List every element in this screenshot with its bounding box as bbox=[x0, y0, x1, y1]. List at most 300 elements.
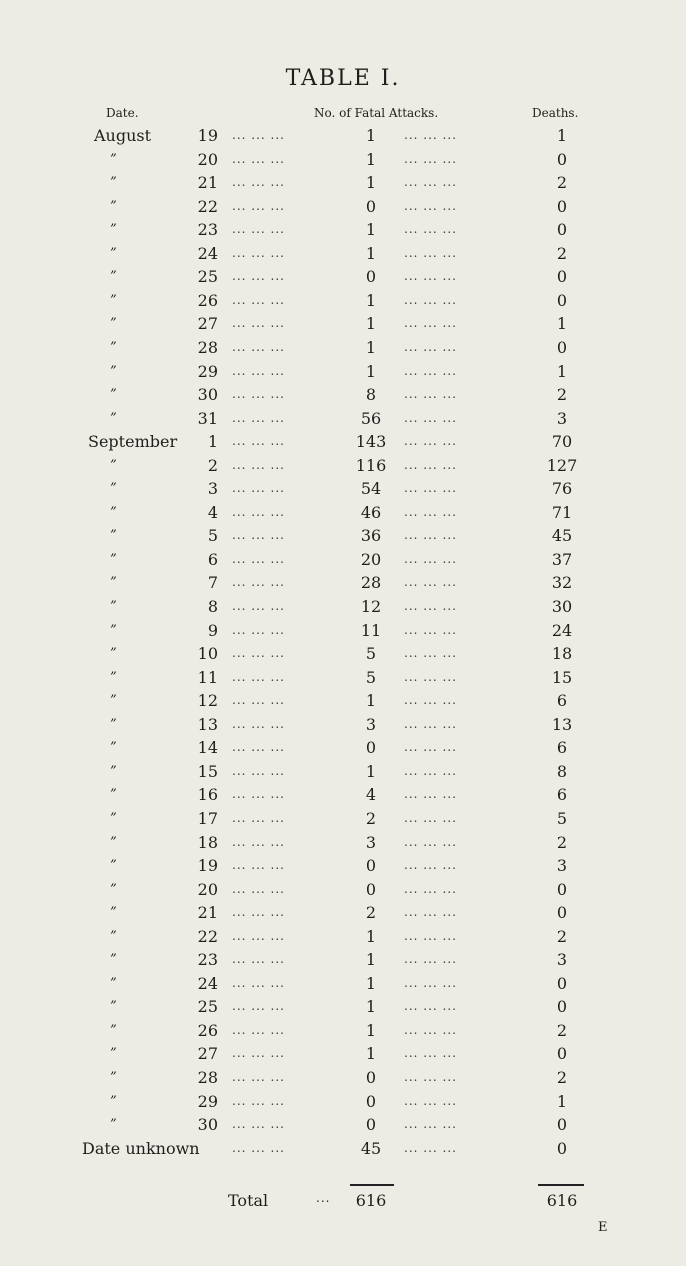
table-row bbox=[0, 383, 686, 407]
row-fatal-attacks: 0 bbox=[365, 1091, 377, 1111]
row-month: ” bbox=[110, 222, 117, 238]
row-deaths: 70 bbox=[551, 432, 573, 452]
table-row bbox=[0, 501, 686, 525]
row-deaths: 18 bbox=[551, 644, 573, 664]
row-day: 21 bbox=[197, 173, 218, 193]
row-fatal-attacks: 4 bbox=[365, 785, 377, 805]
row-deaths: 0 bbox=[556, 879, 568, 899]
row-leader-dots: ... ... ... bbox=[232, 151, 285, 166]
row-deaths: 1 bbox=[556, 126, 568, 145]
row-fatal-attacks: 116 bbox=[355, 455, 387, 475]
row-fatal-attacks: 5 bbox=[365, 667, 377, 687]
row-month: ” bbox=[110, 245, 117, 261]
header-deaths: Deaths. bbox=[532, 106, 579, 120]
row-leader-dots: ... ... ... bbox=[232, 1140, 285, 1155]
row-leader-dots: ... ... ... bbox=[232, 575, 285, 590]
row-leader-dots: ... ... ... bbox=[404, 905, 457, 920]
row-deaths: 2 bbox=[556, 926, 568, 946]
row-fatal-attacks: 11 bbox=[360, 620, 382, 640]
row-day: 20 bbox=[197, 879, 218, 899]
row-day: 1 bbox=[207, 432, 218, 452]
table-row bbox=[0, 336, 686, 360]
row-leader-dots: ... ... ... bbox=[404, 269, 457, 284]
row-fatal-attacks: 0 bbox=[365, 1068, 377, 1087]
row-day: 30 bbox=[197, 1115, 218, 1135]
row-leader-dots: ... ... ... bbox=[404, 669, 457, 684]
row-deaths: 2 bbox=[556, 385, 568, 405]
row-day: 18 bbox=[197, 832, 218, 852]
row-fatal-attacks: 0 bbox=[365, 1115, 377, 1135]
table-row bbox=[0, 878, 686, 902]
row-month: ” bbox=[110, 834, 117, 850]
table-row bbox=[0, 736, 686, 760]
row-leader-dots: ... ... ... bbox=[404, 551, 457, 566]
row-leader-dots: ... ... ... bbox=[232, 905, 285, 920]
table-row bbox=[0, 854, 686, 878]
row-month: ” bbox=[110, 693, 117, 709]
row-deaths: 5 bbox=[556, 808, 568, 828]
row-deaths: 45 bbox=[551, 526, 573, 546]
table-row bbox=[0, 312, 686, 336]
row-day: 5 bbox=[207, 526, 218, 546]
row-deaths: 1 bbox=[556, 314, 568, 334]
row-deaths: 2 bbox=[556, 243, 568, 263]
row-deaths: 0 bbox=[556, 1044, 568, 1064]
row-day: 28 bbox=[197, 1068, 218, 1087]
header-date: Date. bbox=[106, 106, 139, 120]
row-fatal-attacks: 1 bbox=[365, 173, 377, 193]
row-leader-dots: ... ... ... bbox=[232, 316, 285, 331]
row-leader-dots: ... ... ... bbox=[232, 198, 285, 213]
table-row bbox=[0, 1137, 686, 1161]
row-leader-dots: ... ... ... bbox=[404, 1046, 457, 1061]
row-deaths: 76 bbox=[551, 479, 573, 499]
row-fatal-attacks: 1 bbox=[365, 220, 377, 240]
row-month: ” bbox=[110, 1046, 117, 1062]
row-leader-dots: ... ... ... bbox=[404, 316, 457, 331]
row-leader-dots: ... ... ... bbox=[404, 881, 457, 896]
row-leader-dots: ... ... ... bbox=[404, 646, 457, 661]
row-fatal-attacks: 56 bbox=[360, 408, 382, 428]
row-fatal-attacks: 1 bbox=[365, 691, 377, 711]
total-deaths: 616 bbox=[546, 1191, 578, 1210]
row-month: ” bbox=[110, 905, 117, 921]
row-day: 22 bbox=[197, 926, 218, 946]
row-day: 26 bbox=[197, 1020, 218, 1040]
row-day: 7 bbox=[207, 573, 218, 593]
row-leader-dots: ... ... ... bbox=[232, 1093, 285, 1108]
row-leader-dots: ... ... ... bbox=[232, 339, 285, 354]
row-leader-dots: ... ... ... bbox=[404, 457, 457, 472]
row-fatal-attacks: 36 bbox=[360, 526, 382, 546]
table-row bbox=[0, 666, 686, 690]
row-fatal-attacks: 3 bbox=[365, 714, 377, 734]
row-deaths: 15 bbox=[551, 667, 573, 687]
table-row bbox=[0, 783, 686, 807]
row-leader-dots: ... ... ... bbox=[232, 410, 285, 425]
row-deaths: 6 bbox=[556, 738, 568, 758]
row-day: 11 bbox=[197, 667, 218, 687]
row-month: ” bbox=[110, 881, 117, 897]
table-row bbox=[0, 948, 686, 972]
row-fatal-attacks: 3 bbox=[365, 832, 377, 852]
total-label: Total bbox=[228, 1191, 269, 1210]
row-month: ” bbox=[110, 269, 117, 285]
row-month: ” bbox=[110, 504, 117, 520]
row-fatal-attacks: 46 bbox=[360, 502, 382, 522]
row-leader-dots: ... ... ... bbox=[232, 928, 285, 943]
row-month: ” bbox=[110, 1117, 117, 1133]
row-day: 16 bbox=[197, 785, 218, 805]
row-leader-dots: ... ... ... bbox=[232, 457, 285, 472]
row-day: 19 bbox=[197, 126, 218, 145]
table-row bbox=[0, 760, 686, 784]
table-row bbox=[0, 407, 686, 431]
row-day: 19 bbox=[197, 856, 218, 876]
total-rule-attacks bbox=[350, 1184, 394, 1186]
row-month: ” bbox=[110, 599, 117, 614]
row-month: ” bbox=[110, 669, 117, 685]
row-fatal-attacks: 1 bbox=[365, 1044, 377, 1064]
row-leader-dots: ... ... ... bbox=[232, 622, 285, 637]
row-day: 9 bbox=[207, 620, 218, 640]
row-fatal-attacks: 1 bbox=[365, 243, 377, 263]
row-leader-dots: ... ... ... bbox=[232, 669, 285, 684]
row-leader-dots: ... ... ... bbox=[404, 858, 457, 873]
total-leader: ... bbox=[316, 1191, 331, 1205]
row-month: ” bbox=[110, 339, 117, 355]
row-leader-dots: ... ... ... bbox=[404, 151, 457, 166]
row-deaths: 30 bbox=[551, 597, 573, 616]
row-deaths: 0 bbox=[556, 903, 568, 923]
table-row bbox=[0, 124, 686, 148]
row-day: 20 bbox=[197, 149, 218, 169]
row-leader-dots: ... ... ... bbox=[232, 1022, 285, 1037]
row-fatal-attacks: 1 bbox=[365, 997, 377, 1017]
row-leader-dots: ... ... ... bbox=[232, 716, 285, 731]
row-month: ” bbox=[110, 551, 117, 567]
row-leader-dots: ... ... ... bbox=[404, 198, 457, 213]
table-row bbox=[0, 171, 686, 195]
row-leader-dots: ... ... ... bbox=[232, 740, 285, 755]
row-leader-dots: ... ... ... bbox=[232, 292, 285, 307]
row-month: ” bbox=[110, 975, 117, 991]
row-month: ” bbox=[110, 810, 117, 826]
row-deaths: 6 bbox=[556, 785, 568, 805]
table-row bbox=[0, 1113, 686, 1137]
row-month: ” bbox=[110, 622, 117, 638]
row-leader-dots: ... ... ... bbox=[404, 740, 457, 755]
row-day: 14 bbox=[197, 738, 218, 758]
table-row bbox=[0, 289, 686, 313]
table-row bbox=[0, 995, 686, 1019]
row-month: ” bbox=[110, 1070, 117, 1085]
row-leader-dots: ... ... ... bbox=[404, 1070, 457, 1084]
row-fatal-attacks: 0 bbox=[365, 267, 377, 287]
row-day: 31 bbox=[197, 408, 218, 428]
row-deaths: 1 bbox=[556, 1091, 568, 1111]
row-fatal-attacks: 0 bbox=[365, 879, 377, 899]
row-deaths: 1 bbox=[556, 361, 568, 381]
table-row bbox=[0, 524, 686, 548]
row-fatal-attacks: 20 bbox=[360, 549, 382, 569]
row-leader-dots: ... ... ... bbox=[404, 504, 457, 519]
row-leader-dots: ... ... ... bbox=[404, 622, 457, 637]
row-day: 24 bbox=[197, 973, 218, 993]
row-deaths: 3 bbox=[556, 856, 568, 876]
row-month: September bbox=[88, 432, 178, 452]
row-deaths: 0 bbox=[556, 220, 568, 240]
table-row bbox=[0, 571, 686, 595]
table-row bbox=[0, 1019, 686, 1043]
total-rule-deaths bbox=[538, 1184, 584, 1186]
row-fatal-attacks: 1 bbox=[365, 149, 377, 169]
row-leader-dots: ... ... ... bbox=[232, 952, 285, 967]
row-deaths: 0 bbox=[556, 149, 568, 169]
row-month: Date unknown bbox=[82, 1138, 200, 1158]
row-deaths: 0 bbox=[556, 337, 568, 357]
row-leader-dots: ... ... ... bbox=[232, 528, 285, 543]
table-row bbox=[0, 430, 686, 454]
row-deaths: 37 bbox=[551, 549, 573, 569]
table-row bbox=[0, 360, 686, 384]
row-month: ” bbox=[110, 763, 117, 779]
row-month: ” bbox=[110, 740, 117, 756]
row-fatal-attacks: 8 bbox=[365, 385, 377, 405]
header-fatal-attacks: No. of Fatal Attacks. bbox=[314, 106, 439, 120]
row-month: ” bbox=[110, 787, 117, 803]
row-month: ” bbox=[110, 575, 117, 591]
row-day: 6 bbox=[207, 549, 218, 569]
row-leader-dots: ... ... ... bbox=[404, 363, 457, 378]
row-leader-dots: ... ... ... bbox=[232, 434, 285, 449]
row-day: 10 bbox=[197, 644, 218, 664]
row-leader-dots: ... ... ... bbox=[232, 387, 285, 402]
row-fatal-attacks: 143 bbox=[355, 432, 387, 452]
row-leader-dots: ... ... ... bbox=[232, 269, 285, 284]
row-leader-dots: ... ... ... bbox=[232, 1117, 285, 1132]
row-day: 21 bbox=[197, 903, 218, 923]
row-fatal-attacks: 12 bbox=[360, 597, 382, 616]
row-day: 13 bbox=[197, 714, 218, 734]
row-leader-dots: ... ... ... bbox=[404, 528, 457, 543]
row-fatal-attacks: 0 bbox=[365, 196, 377, 216]
row-month: ” bbox=[110, 1093, 117, 1109]
row-leader-dots: ... ... ... bbox=[232, 693, 285, 708]
row-leader-dots: ... ... ... bbox=[404, 787, 457, 802]
row-fatal-attacks: 1 bbox=[365, 926, 377, 946]
table-row bbox=[0, 595, 686, 619]
row-leader-dots: ... ... ... bbox=[404, 387, 457, 402]
row-leader-dots: ... ... ... bbox=[404, 693, 457, 708]
row-leader-dots: ... ... ... bbox=[232, 763, 285, 778]
row-fatal-attacks: 45 bbox=[360, 1138, 382, 1158]
row-leader-dots: ... ... ... bbox=[404, 175, 457, 190]
row-leader-dots: ... ... ... bbox=[232, 222, 285, 237]
row-month: ” bbox=[110, 387, 117, 403]
table-row bbox=[0, 477, 686, 501]
row-leader-dots: ... ... ... bbox=[232, 810, 285, 825]
row-leader-dots: ... ... ... bbox=[404, 763, 457, 778]
row-deaths: 13 bbox=[551, 714, 573, 734]
table-row bbox=[0, 831, 686, 855]
row-leader-dots: ... ... ... bbox=[404, 292, 457, 307]
row-fatal-attacks: 54 bbox=[360, 479, 382, 499]
row-deaths: 0 bbox=[556, 267, 568, 287]
row-day: 27 bbox=[197, 1044, 218, 1064]
row-leader-dots: ... ... ... bbox=[232, 504, 285, 519]
table-row bbox=[0, 218, 686, 242]
row-leader-dots: ... ... ... bbox=[404, 245, 457, 260]
row-fatal-attacks: 1 bbox=[365, 1020, 377, 1040]
row-day: 8 bbox=[207, 597, 218, 616]
row-day: 22 bbox=[197, 196, 218, 216]
row-day: 23 bbox=[197, 950, 218, 970]
row-fatal-attacks: 1 bbox=[365, 126, 377, 145]
row-fatal-attacks: 2 bbox=[365, 903, 377, 923]
row-day: 12 bbox=[197, 691, 218, 711]
row-day: 2 bbox=[207, 455, 218, 475]
row-deaths: 0 bbox=[556, 1115, 568, 1135]
table-row bbox=[0, 925, 686, 949]
row-deaths: 0 bbox=[556, 997, 568, 1017]
row-month: ” bbox=[110, 316, 117, 332]
row-day: 4 bbox=[207, 502, 218, 522]
table-row bbox=[0, 713, 686, 737]
row-month: ” bbox=[110, 646, 117, 662]
table-row bbox=[0, 972, 686, 996]
row-deaths: 0 bbox=[556, 973, 568, 993]
row-leader-dots: ... ... ... bbox=[404, 928, 457, 943]
table-row bbox=[0, 901, 686, 925]
row-month: ” bbox=[110, 198, 117, 214]
row-leader-dots: ... ... ... bbox=[404, 834, 457, 849]
row-month: ” bbox=[110, 928, 117, 944]
row-fatal-attacks: 28 bbox=[360, 573, 382, 593]
row-fatal-attacks: 1 bbox=[365, 950, 377, 970]
row-leader-dots: ... ... ... bbox=[404, 999, 457, 1014]
table-row bbox=[0, 1066, 686, 1090]
row-leader-dots: ... ... ... bbox=[232, 881, 285, 896]
table-title: TABLE I. bbox=[285, 66, 401, 91]
row-month: ” bbox=[110, 292, 117, 308]
row-leader-dots: ... ... ... bbox=[404, 339, 457, 354]
row-deaths: 3 bbox=[556, 950, 568, 970]
row-leader-dots: ... ... ... bbox=[232, 1046, 285, 1061]
row-leader-dots: ... ... ... bbox=[404, 1117, 457, 1132]
row-deaths: 8 bbox=[556, 761, 568, 781]
row-fatal-attacks: 2 bbox=[365, 808, 377, 828]
row-day: 26 bbox=[197, 290, 218, 310]
row-deaths: 2 bbox=[556, 173, 568, 193]
row-deaths: 0 bbox=[556, 196, 568, 216]
row-month: ” bbox=[110, 363, 117, 379]
row-leader-dots: ... ... ... bbox=[232, 646, 285, 661]
row-day: 27 bbox=[197, 314, 218, 334]
row-deaths: 2 bbox=[556, 1020, 568, 1040]
row-leader-dots: ... ... ... bbox=[232, 128, 285, 142]
row-leader-dots: ... ... ... bbox=[232, 834, 285, 849]
table-row bbox=[0, 454, 686, 478]
row-fatal-attacks: 1 bbox=[365, 761, 377, 781]
row-day: 28 bbox=[197, 337, 218, 357]
row-deaths: 0 bbox=[556, 1138, 568, 1158]
row-month: ” bbox=[110, 858, 117, 874]
row-deaths: 6 bbox=[556, 691, 568, 711]
page-signature-mark: E bbox=[598, 1220, 608, 1235]
row-leader-dots: ... ... ... bbox=[232, 858, 285, 873]
row-leader-dots: ... ... ... bbox=[232, 787, 285, 802]
row-day: 29 bbox=[197, 1091, 218, 1111]
row-leader-dots: ... ... ... bbox=[404, 952, 457, 967]
row-deaths: 32 bbox=[551, 573, 573, 593]
table-row bbox=[0, 689, 686, 713]
row-month: ” bbox=[110, 528, 117, 544]
table-row bbox=[0, 1042, 686, 1066]
row-month: ” bbox=[110, 716, 117, 732]
row-leader-dots: ... ... ... bbox=[404, 128, 457, 142]
row-month: ” bbox=[110, 151, 117, 167]
row-month: ” bbox=[110, 952, 117, 968]
row-fatal-attacks: 1 bbox=[365, 337, 377, 357]
row-fatal-attacks: 1 bbox=[365, 973, 377, 993]
row-leader-dots: ... ... ... bbox=[404, 716, 457, 731]
row-leader-dots: ... ... ... bbox=[404, 222, 457, 237]
row-fatal-attacks: 0 bbox=[365, 856, 377, 876]
row-day: 29 bbox=[197, 361, 218, 381]
row-day: 25 bbox=[197, 997, 218, 1017]
row-month: ” bbox=[110, 999, 117, 1015]
row-day: 25 bbox=[197, 267, 218, 287]
row-fatal-attacks: 0 bbox=[365, 738, 377, 758]
row-fatal-attacks: 1 bbox=[365, 314, 377, 334]
row-deaths: 0 bbox=[556, 290, 568, 310]
row-leader-dots: ... ... ... bbox=[404, 810, 457, 825]
row-leader-dots: ... ... ... bbox=[404, 1022, 457, 1037]
row-leader-dots: ... ... ... bbox=[232, 363, 285, 378]
table-row bbox=[0, 1090, 686, 1114]
row-day: 24 bbox=[197, 243, 218, 263]
row-leader-dots: ... ... ... bbox=[404, 1140, 457, 1155]
row-deaths: 24 bbox=[551, 620, 573, 640]
row-leader-dots: ... ... ... bbox=[232, 175, 285, 190]
table-row bbox=[0, 265, 686, 289]
row-month: ” bbox=[110, 457, 117, 473]
row-deaths: 2 bbox=[556, 1068, 568, 1087]
row-leader-dots: ... ... ... bbox=[404, 599, 457, 613]
row-leader-dots: ... ... ... bbox=[232, 245, 285, 260]
row-fatal-attacks: 5 bbox=[365, 644, 377, 664]
table-row bbox=[0, 548, 686, 572]
row-month: ” bbox=[110, 481, 117, 497]
table-row bbox=[0, 807, 686, 831]
table-row bbox=[0, 242, 686, 266]
row-fatal-attacks: 1 bbox=[365, 361, 377, 381]
row-day: 30 bbox=[197, 385, 218, 405]
row-month: ” bbox=[110, 1022, 117, 1038]
row-month: ” bbox=[110, 410, 117, 426]
row-leader-dots: ... ... ... bbox=[232, 599, 285, 613]
row-leader-dots: ... ... ... bbox=[404, 975, 457, 990]
row-leader-dots: ... ... ... bbox=[232, 481, 285, 496]
row-deaths: 71 bbox=[551, 502, 573, 522]
row-month: August bbox=[94, 126, 152, 145]
row-day: 3 bbox=[207, 479, 218, 499]
row-deaths: 127 bbox=[546, 455, 578, 475]
row-leader-dots: ... ... ... bbox=[232, 999, 285, 1014]
table-row bbox=[0, 148, 686, 172]
row-deaths: 3 bbox=[556, 408, 568, 428]
